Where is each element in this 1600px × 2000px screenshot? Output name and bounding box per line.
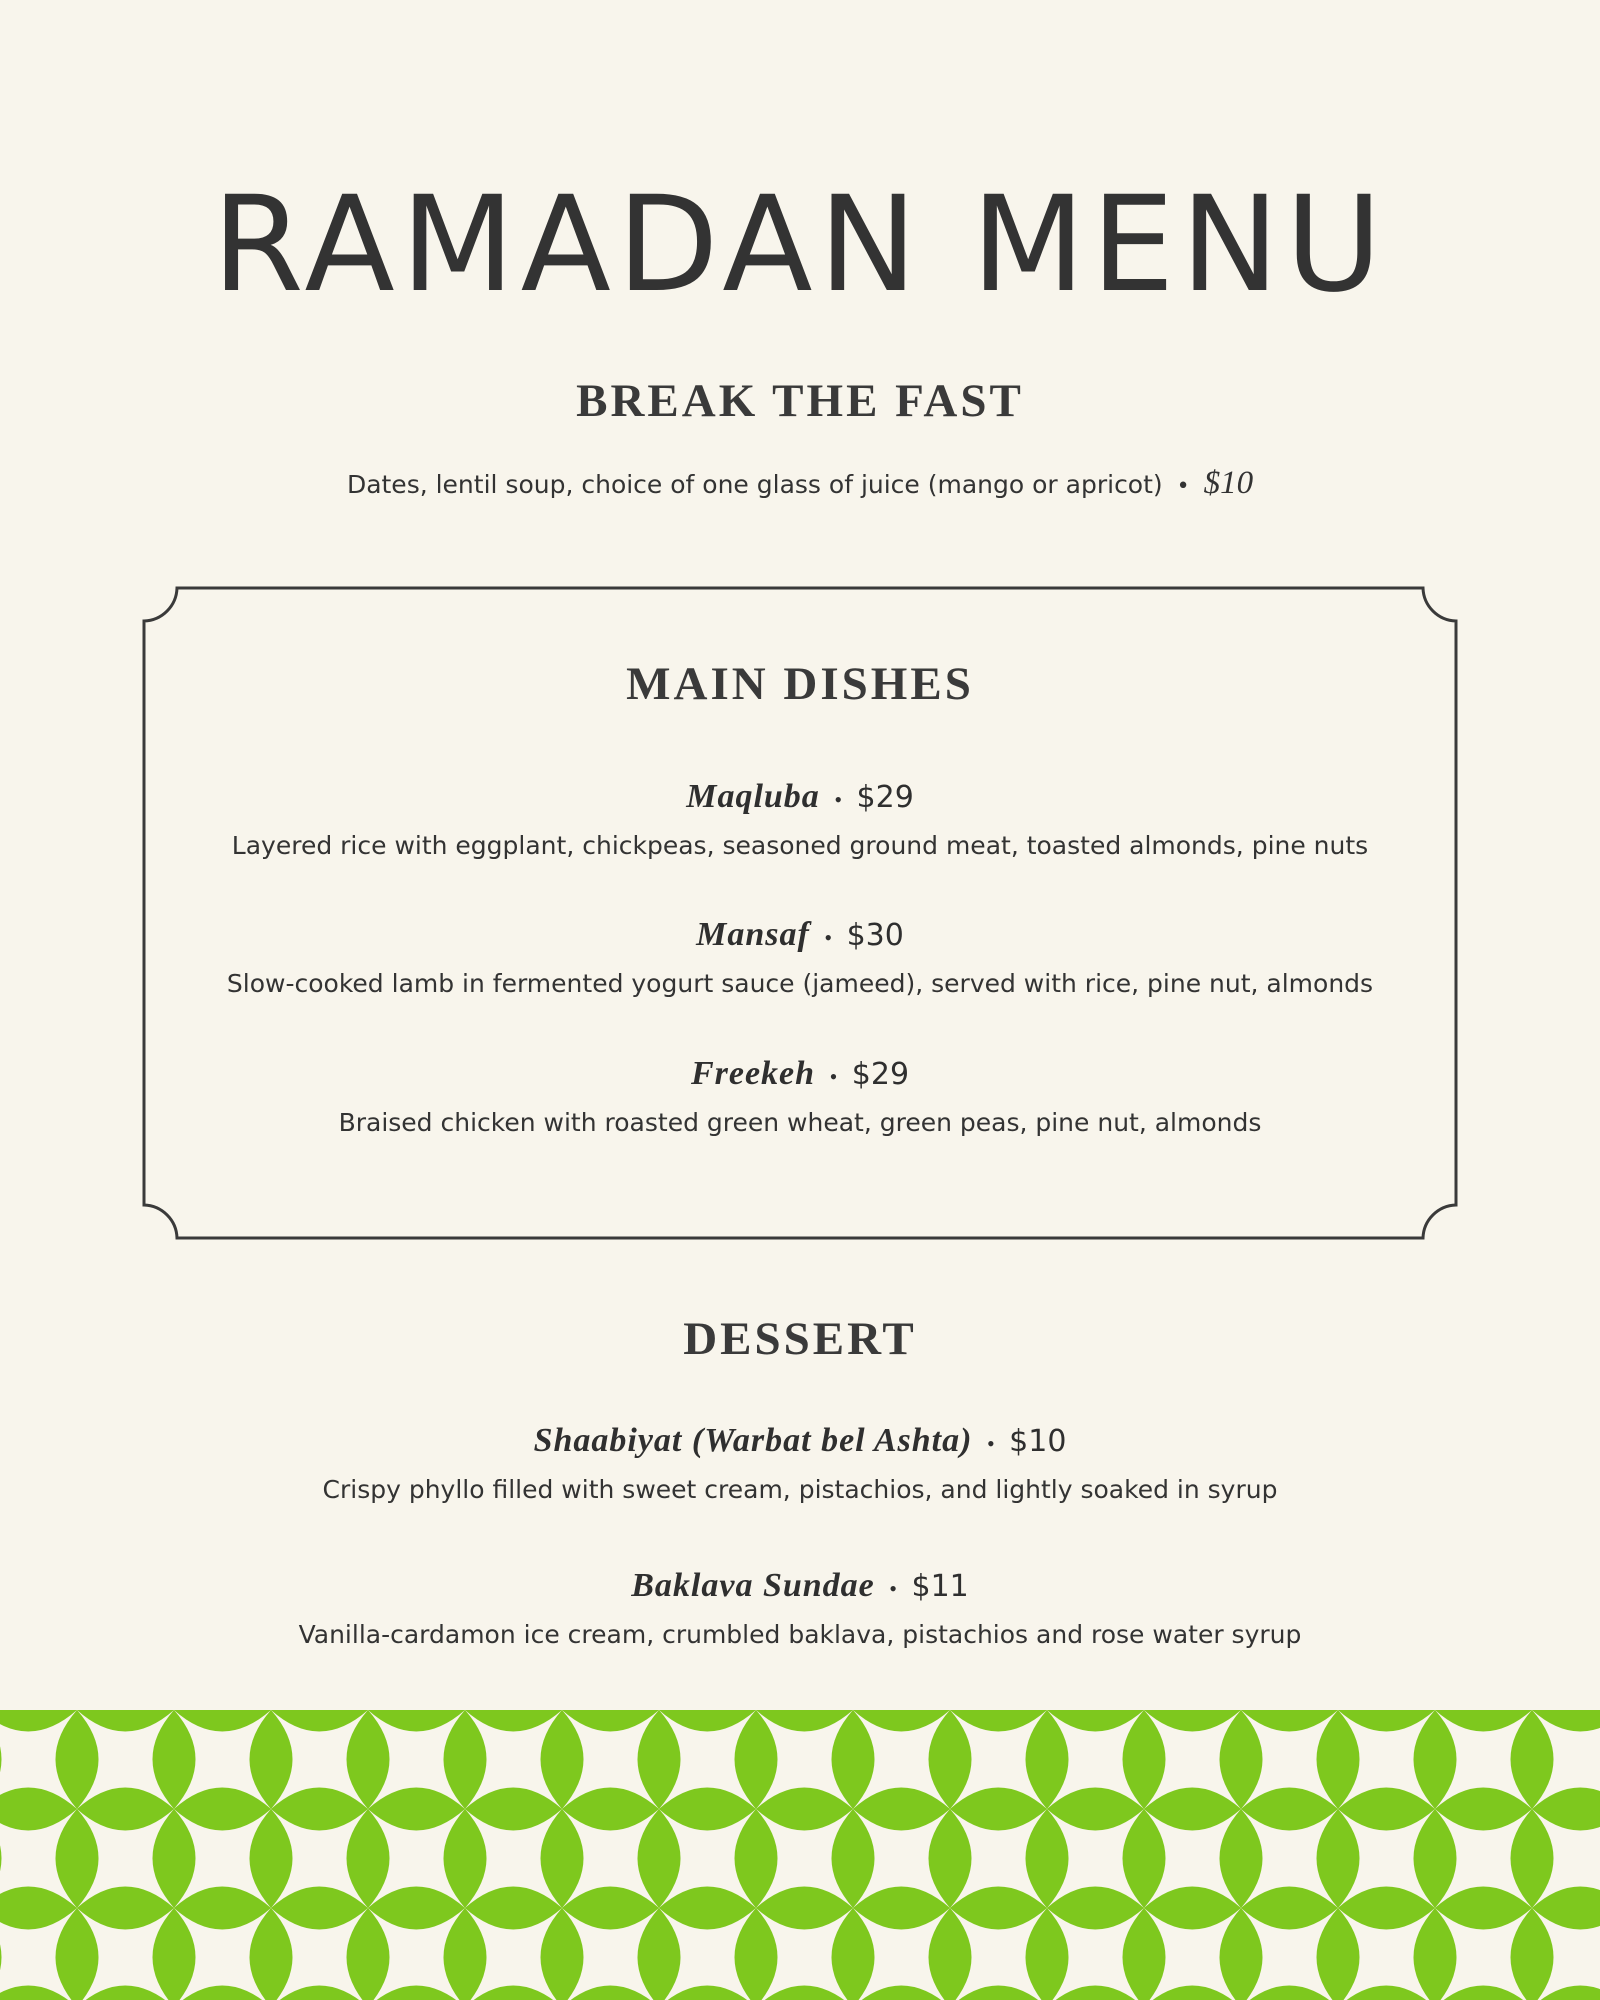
dish-name: Freekeh [690,1055,816,1092]
separator-dot: • [986,1431,995,1456]
dish-name-row [0,775,1600,822]
section-title-main-dishes: MAIN DISHES [626,658,974,710]
page-title: RAMADAN MENU [212,168,1388,322]
dish-name: Maqluba [686,778,820,815]
separator-dot: • [889,1576,897,1601]
dish-price: $10 [1009,1424,1067,1459]
dish-price: $29 [856,780,914,815]
green-lattice-pattern [0,1710,1600,2000]
separator-dot: • [824,925,833,950]
dish-price: $29 [851,1057,910,1092]
dish-name-row [0,913,1600,960]
dish-name-row [0,1052,1600,1099]
dish-description: Vanilla-cardamon ice cream, crumbled baklava, pistachios and rose water syrup [298,1620,1302,1649]
section-title-dessert: DESSERT [683,1313,917,1365]
dish-name-row [0,1419,1600,1466]
dish-price: $30 [846,918,904,953]
break-fast-price: $10 [1203,465,1254,501]
break-fast-description [0,463,1600,507]
dish-name: Shaabiyat (Warbat bel Ashta) [533,1422,973,1459]
dish-name-row [0,1564,1600,1611]
separator-dot: • [834,787,843,812]
separator-dot: • [829,1064,838,1089]
dish-description: Layered rice with eggplant, chickpeas, seasoned ground meat, toasted almonds, pine nuts [231,831,1369,860]
dish-name: Baklava Sundae [631,1567,875,1604]
section-title-break-the-fast: BREAK THE FAST [576,375,1024,427]
dish-price: $11 [911,1569,969,1604]
separator-dot: • [1176,474,1190,499]
dish-description: Braised chicken with roasted green wheat, green peas, pine nut, almonds [338,1108,1262,1137]
dish-description: Slow-cooked lamb in fermented yogurt sauce (jameed), served with rice, pine nut, almonds [226,969,1374,998]
break-fast-items: Dates, lentil soup, choice of one glass of juice (mango or apricot) [346,470,1163,499]
dish-description: Crispy phyllo filled with sweet cream, pistachios, and lightly soaked in syrup [322,1475,1278,1504]
dish-name: Mansaf [696,916,810,953]
